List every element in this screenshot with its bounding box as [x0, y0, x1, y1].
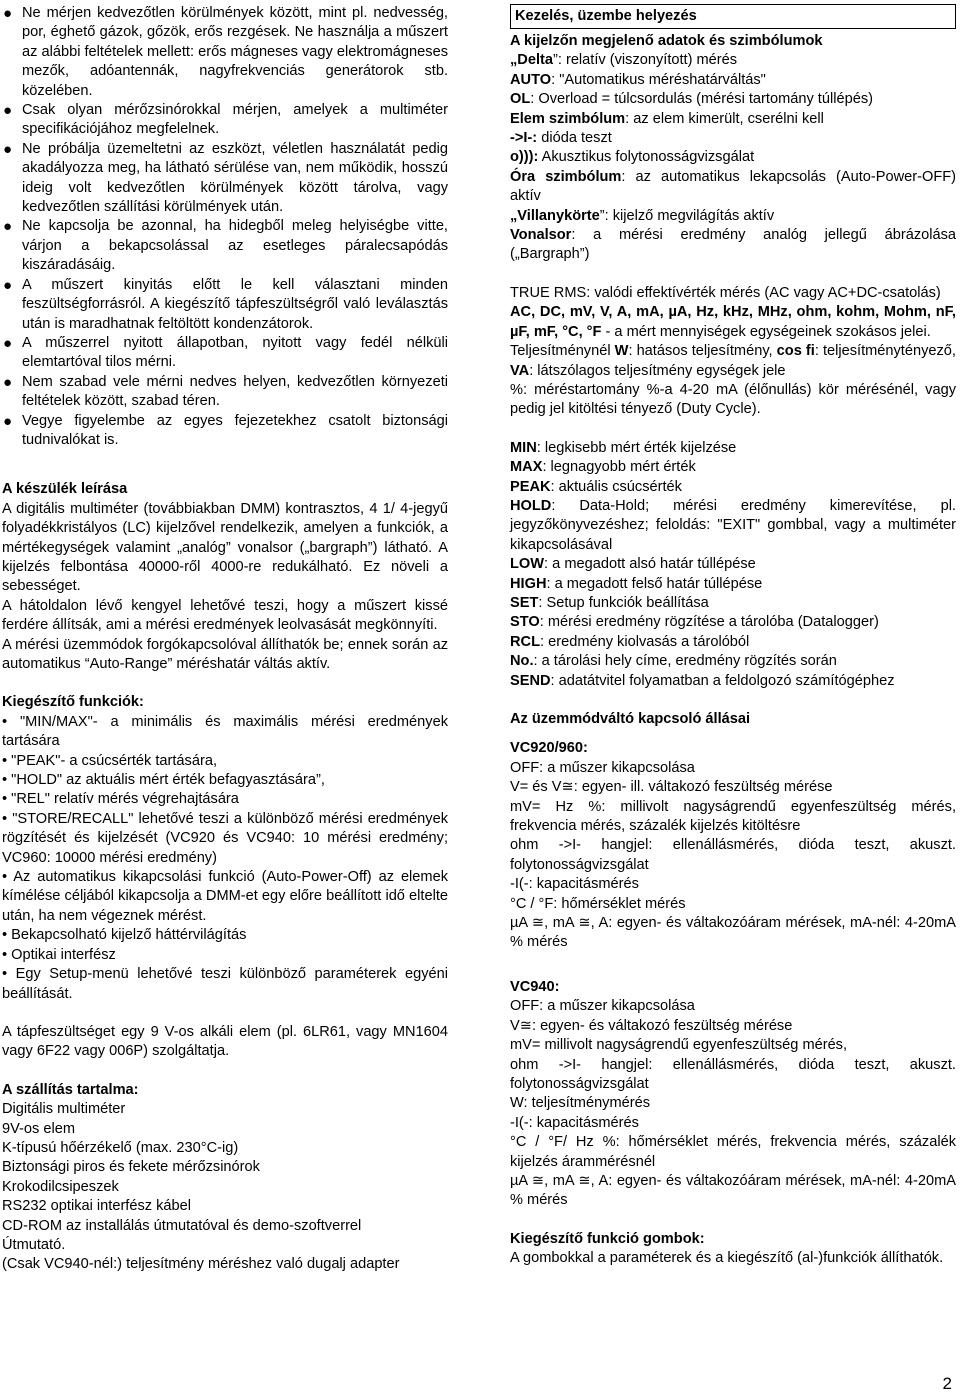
- bullet-icon: ●: [3, 102, 13, 120]
- list-item: OFF: a műszer kikapcsolása: [510, 998, 695, 1015]
- list-item: LOW: a megadott alsó határ túllépése: [510, 556, 756, 573]
- list-item: °C / °F: hőmérséklet mérés: [510, 895, 686, 912]
- description-heading: A készülék leírása: [2, 481, 128, 498]
- function-keys-heading: Kiegészítő funkció gombok:: [510, 1230, 705, 1247]
- list-item: • "HOLD" az aktuális mért érték befagyasztására”,: [2, 772, 325, 789]
- bullet-icon: ●: [3, 276, 13, 294]
- list-item: Digitális multiméter: [2, 1101, 126, 1118]
- list-item: MAX: legnagyobb mért érték: [510, 459, 696, 476]
- list-item: STO: mérési eredmény rögzítése a tárolóba (Datalogger): [510, 614, 879, 631]
- list-item: ohm ->I- hangjel: ellenállásmérés, dióda teszt, akuszt. folytonosságvizsgálat: [510, 837, 956, 873]
- list-item: ● A műszerrel nyitott állapotban, nyitott vagy fedél nélküli elemtartóval tilos mérni.: [3, 334, 448, 371]
- list-item: HIGH: a megadott felső határ túllépése: [510, 575, 763, 592]
- list-item: ● Nem szabad vele mérni nedves helyen, kedvezőtlen környezeti feltételek között, szabad téren.: [3, 373, 448, 410]
- power-units-text: Teljesítménynél W: hatásos teljesítmény, cos fi: teljesítménytényező, VA: látszólagos teljesítmény egységek jele: [510, 343, 956, 379]
- power-supply-text: A tápfeszültséget egy 9 V-os alkáli elem (pl. 6LR61, vagy MN1604 vagy 6F22 vagy 006P) szolgáltatja.: [2, 1023, 448, 1060]
- description-paragraph: A mérési üzemmódok forgókapcsolóval állíthatók be; ennek során az automatikus “Auto-Range” méréshatár váltás aktív.: [2, 636, 448, 672]
- right-column: [510, 4, 956, 1269]
- list-item: µA ≅, mA ≅, A: egyen- és váltakozóáram mérések, mA-nél: 4-20mA % mérés: [510, 915, 956, 951]
- list-item: Elem szimbólum: az elem kimerült, cserélni kell: [510, 110, 824, 127]
- list-item: K-típusú hőérzékelő (max. 230°C-ig): [2, 1139, 239, 1156]
- list-item: • "REL" relatív mérés végrehajtására: [2, 791, 239, 808]
- symbols-heading: A kijelzőn megjelenő adatok és szimbólumok: [510, 33, 823, 49]
- list-item: OL: Overload = túlcsordulás (mérési tartomány túllépés): [510, 91, 873, 108]
- page-number: 2: [942, 1374, 952, 1393]
- list-item: -I(-: kapacitásmérés: [510, 876, 639, 893]
- bullet-icon: ●: [3, 5, 13, 22]
- list-item: • Bekapcsolható kijelző háttérvilágítás: [2, 927, 247, 944]
- list-item: AUTO: "Automatikus méréshatárváltás": [510, 71, 766, 88]
- list-item: „Villanykörte”: kijelző megvilágítás aktív: [510, 207, 775, 224]
- list-item: OFF: a műszer kikapcsolása: [510, 759, 695, 776]
- list-item: °C / °F/ Hz %: hőmérséklet mérés, frekvencia mérés, százalék kijelzés árammérésnél: [510, 1134, 956, 1170]
- list-item: SET: Setup funkciók beállítása: [510, 594, 709, 611]
- description-paragraph: A hátoldalon lévő kengyel lehetővé teszi, hogy a műszert kissé ferdére állítsák, ami a mérési eredmények leolvasását megkönnyíti.: [2, 597, 448, 634]
- delivery-heading: A szállítás tartalma:: [2, 1081, 139, 1098]
- bullet-icon: ●: [3, 218, 13, 236]
- list-item: • "PEAK"- a csúcsérték tartására,: [2, 752, 217, 769]
- list-item: ● Ne mérjen kedvezőtlen körülmények között, mint pl. nedvesség, por, éghető gázok, gőzök, erős rezgések. Ne használja a műszert az alábbi feltételek mellett: erős mágneses vagy elektromágneses mezők, adóantennák, nagyfrekvenciás generátorok stb. közelében.: [3, 5, 448, 99]
- list-item: PEAK: aktuális csúcsérték: [510, 478, 682, 495]
- list-item: SEND: adatátvitel folyamatban a feldolgozó számítógéphez: [510, 672, 895, 689]
- bullet-icon: ●: [3, 334, 13, 352]
- list-item: ->I-: dióda teszt: [510, 130, 612, 147]
- units-text: AC, DC, mV, V, A, mA, µA, Hz, kHz, MHz, ohm, kohm, Mohm, nF, µF, mF, °C, °F - a mért mennyiségek egységeinek szokásos jelei.: [510, 304, 956, 340]
- list-item: Vonalsor: a mérési eredmény analóg jellegű ábrázolása („Bargraph”): [510, 227, 956, 263]
- description-paragraph: A digitális multiméter (továbbiakban DMM) kontrasztos, 4 1/ 4-jegyű folyadékkristályos (LC) kijelzővel rendelkezik, amelyen a funkciók, a mértékegységek valamint „analóg” vonalsor („bargraph”) látható. A kijelzés felbontása 40000-ről 4000-re redukálható. Ez növeli a sebességet.: [2, 500, 448, 595]
- list-item: Krokodilcsipeszek: [2, 1178, 119, 1195]
- list-item: Biztonsági piros és fekete mérőzsinórok: [2, 1159, 260, 1176]
- list-item: RS232 optikai interfész kábel: [2, 1198, 192, 1215]
- symbols-list: [510, 51, 956, 264]
- list-item: V= és V≅: egyen- ill. váltakozó feszültség mérése: [510, 779, 833, 796]
- list-item: Óra szimbólum: az automatikus lekapcsolás (Auto-Power-OFF) aktív: [510, 168, 957, 205]
- vc940-heading: VC940:: [510, 978, 560, 995]
- list-item: ● A műszert kinyitás előtt le kell választani minden feszültségforrásról. A kiegészítő tápfeszültségről való leválasztás után is maradhatnak feltöltött kondenzátorok.: [3, 276, 448, 332]
- safety-list: [2, 4, 448, 450]
- list-item: „Delta”: relatív (viszonyított) mérés: [510, 52, 738, 69]
- list-item: ● Ne kapcsolja be azonnal, ha hidegből meleg helyiségbe vitte, várjon a bekapcsolással az esetleges páralecsapódás kiszáradásáig.: [3, 218, 448, 274]
- list-item: mV= Hz %: millivolt nagyságrendű egyenfeszültség mérés, frekvencia mérés, százalék kijelzés kitöltésre: [510, 798, 956, 835]
- list-item: No.: a tárolási hely címe, eredmény rögzítés során: [510, 653, 837, 670]
- list-item: • "MIN/MAX"- a minimális és maximális mérési eredmények tartására: [2, 713, 448, 750]
- function-keys-text: A gombokkal a paraméterek és a kiegészítő (al-)funkciók állíthatók.: [510, 1250, 944, 1267]
- list-item: ● Vegye figyelembe az egyes fejezetekhez csatolt biztonsági tudnivalókat is.: [3, 412, 448, 448]
- list-item: MIN: legkisebb mért érték kijelzése: [510, 439, 737, 456]
- list-item: HOLD: Data-Hold; mérési eredmény kimerevítése, pl. jegyzőkönyvezéshez; feloldás: "EXIT" gombbal, vagy a multiméter kikapcsolásával: [510, 497, 956, 553]
- bullet-icon: ●: [3, 412, 13, 430]
- list-item: • Optikai interfész: [2, 946, 116, 963]
- list-item: ● Ne próbálja üzemeltetni az eszközt, véletlen használatát pedig akadályozza meg, ha látható sérülése van, nem működik, hosszú ideig volt kedvezőtlen körülmények között tárolva, vagy kedvezőtlen szállítási körülmények után.: [3, 140, 448, 216]
- list-item: µA ≅, mA ≅, A: egyen- és váltakozóáram mérések, mA-nél: 4-20mA % mérés: [510, 1172, 956, 1209]
- list-item: (Csak VC940-nél:) teljesítmény méréshez való dugalj adapter: [2, 1256, 400, 1273]
- list-item: CD-ROM az installálás útmutatóval és demo-szoftverrel: [2, 1217, 362, 1234]
- true-rms-text: TRUE RMS: valódi effektívérték mérés (AC vagy AC+DC-csatolás): [510, 284, 941, 301]
- list-item: ● Csak olyan mérőzsinórokkal mérjen, amelyek a multiméter specifikációjához megfelelnek.: [3, 102, 448, 138]
- left-column: [2, 4, 448, 1275]
- list-item: • "STORE/RECALL" lehetővé teszi a különböző mérési eredmények rögzítését és kijelzését (VC920 és VC940: 10 mérési eredmény; VC960: 10000 mérési eredmény): [2, 810, 448, 866]
- list-item: -I(-: kapacitásmérés: [510, 1114, 639, 1131]
- list-item: ohm ->I- hangjel: ellenállásmérés, dióda teszt, akuszt. folytonosságvizsgálat: [510, 1056, 956, 1092]
- list-item: mV= millivolt nagyságrendű egyenfeszültség mérés,: [510, 1037, 848, 1054]
- bullet-icon: ●: [3, 373, 13, 391]
- vc920-heading: VC920/960:: [510, 740, 588, 757]
- list-item: • Egy Setup-menü lehetővé teszi különböző paraméterek egyéni beállítását.: [2, 966, 448, 1002]
- percent-text: %: méréstartomány %-a 4-20 mA (élőnullás) kör mérésénél, vagy pedig jel kitöltési tényező (Duty Cycle).: [510, 381, 956, 418]
- list-item: • Az automatikus kikapcsolási funkció (Auto-Power-Off) az elemek kímélése céljából kikapcsolja a DMM-et egy előre beállított idő eltelte után, ha nem végeznek mérést.: [2, 869, 448, 924]
- list-item: Útmutató.: [2, 1236, 66, 1253]
- keys-list: [510, 439, 956, 691]
- list-item: W: teljesítménymérés: [510, 1095, 651, 1112]
- switch-heading: Az üzemmódváltó kapcsoló állásai: [510, 711, 751, 727]
- list-item: V≅: egyen- és váltakozó feszültség mérése: [510, 1017, 793, 1034]
- extra-functions-heading: Kiegészítő funkciók:: [2, 694, 144, 711]
- bullet-icon: ●: [3, 140, 13, 158]
- list-item: 9V-os elem: [2, 1120, 76, 1137]
- section-box-title: Kezelés, üzembe helyezés: [510, 4, 956, 29]
- list-item: RCL: eredmény kiolvasás a tárolóból: [510, 633, 750, 650]
- list-item: o))): Akusztikus folytonosságvizsgálat: [510, 149, 755, 166]
